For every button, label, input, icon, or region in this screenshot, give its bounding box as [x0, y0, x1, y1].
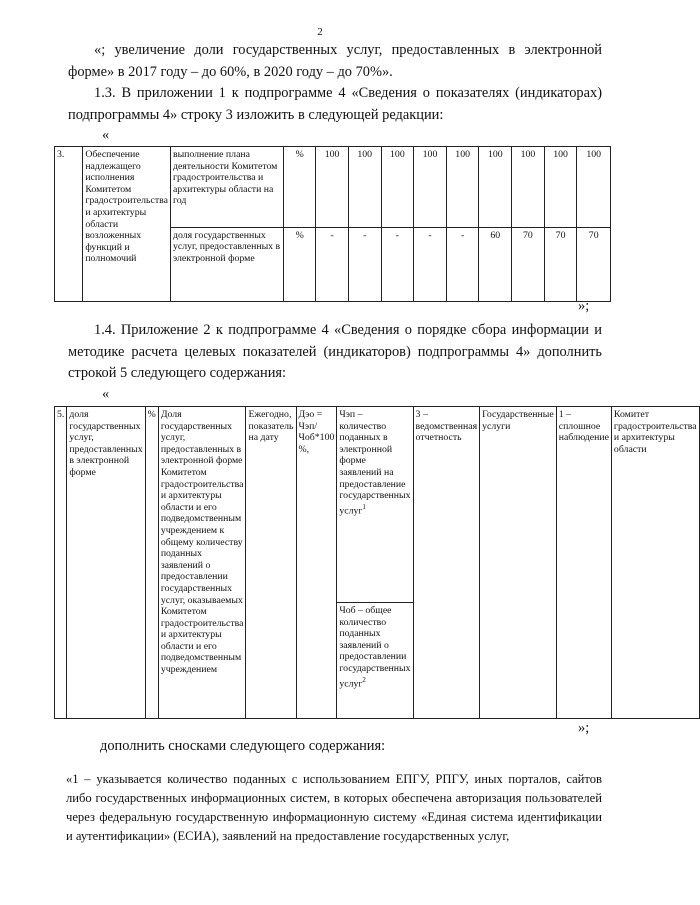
- unit-cell: %: [284, 227, 316, 301]
- value-cell: 70: [512, 227, 545, 301]
- paragraph-3: 1.4. Приложение 2 к подпрограмме 4 «Сведения о порядке сбора информации и методике расчета целевых показателей (индикаторов) подпрограммы 4» дополнить строкой 5 следующего содержания:: [68, 322, 602, 381]
- value-cell: 100: [446, 147, 479, 228]
- indicator-cell: доля государственных услуг, предоставленных в электронной форме: [170, 227, 283, 301]
- source-cell: Государственные услуги: [480, 407, 557, 719]
- value-cell: 100: [577, 147, 611, 228]
- value-cell: -: [348, 227, 381, 301]
- variable-2-cell: [337, 603, 413, 719]
- paragraph-1: «; увеличение доли государственных услуг, предоставленных в электронной форме» в 2017 году – до 60%, в 2020 году – до 70%».: [68, 42, 602, 80]
- table-row: [55, 147, 611, 228]
- value-cell: 100: [316, 147, 349, 228]
- open-quote-2: «: [102, 386, 110, 402]
- value-cell: 100: [512, 147, 545, 228]
- paragraph-4: дополнить сносками следующего содержания:: [100, 738, 386, 754]
- table-row: [55, 407, 700, 603]
- methodology-table: [54, 406, 700, 719]
- task-cell: Обеспечение надлежащего исполнения Комитетом градостроительства и архитектуры области возложенных функций и полномочий: [83, 147, 171, 302]
- row-number: 3.: [55, 147, 83, 302]
- footnote-mark-2: 2: [362, 675, 366, 684]
- responsible-cell: Комитет градостроительства и архитектуры области: [611, 407, 699, 719]
- variable-1-cell: [337, 407, 413, 603]
- variable-1-text: Чэп – количество поданных в электронной форме заявлений на предоставление государственных услуг: [339, 409, 411, 517]
- method-cell: 3 – ведомственная отчетность: [413, 407, 480, 719]
- value-cell: -: [414, 227, 447, 301]
- value-cell: 100: [381, 147, 414, 228]
- paragraph-2: 1.3. В приложении 1 к подпрограмме 4 «Сведения о показателях (индикаторах) подпрограммы 4» строку 3 изложить в следующей редакции:: [68, 85, 602, 123]
- observation-cell: 1 – сплошное наблюдение: [556, 407, 611, 719]
- value-cell: 70: [577, 227, 611, 301]
- indicator-name: доля государственных услуг, предоставленных в электронной форме: [67, 407, 145, 719]
- value-cell: -: [381, 227, 414, 301]
- value-cell: -: [446, 227, 479, 301]
- value-cell: 60: [479, 227, 512, 301]
- value-cell: 70: [544, 227, 577, 301]
- value-cell: -: [316, 227, 349, 301]
- variable-2-text: Чоб – общее количество поданных заявлений о предоставлении государственных услуг: [339, 605, 411, 689]
- indicator-cell: выполнение плана деятельности Комитетом градостроительства и архитектуры области на год: [170, 147, 283, 228]
- definition-cell: Доля государственных услуг, предоставленных в электронной форме Комитетом градостроительства и архитектуры области и его подведомственным учреждением к общему количеству поданных заявлений о предоставлении государственных услуг, оказываемых Комитетом градостроительства и архитектуры области и его подведомственным учреждением: [158, 407, 246, 719]
- value-cell: 100: [479, 147, 512, 228]
- close-quote-1: »;: [578, 298, 590, 314]
- indicators-table: [54, 146, 611, 302]
- close-quote-2: »;: [578, 720, 590, 736]
- formula-cell: Дэо = Чэп/Чоб*100 %,: [296, 407, 337, 719]
- open-quote-1: «: [102, 127, 110, 143]
- page-number: 2: [317, 26, 323, 38]
- unit-cell: %: [284, 147, 316, 228]
- paragraph-5: «1 – указывается количество поданных с использованием ЕПГУ, РПГУ, иных порталов, сайтов либо государственных информационных систем, в которых обеспечена авторизация пользователей через федеральную государственную информационную систему «Единая система идентификации и аутентификации» (ЕСИА), заявлений на предоставление государственных услуг,: [66, 772, 602, 843]
- row-number: 5.: [55, 407, 67, 719]
- periodicity-cell: Ежегодно, показатель на дату: [246, 407, 296, 719]
- footnote-mark-1: 1: [362, 502, 366, 511]
- value-cell: 100: [348, 147, 381, 228]
- value-cell: 100: [544, 147, 577, 228]
- unit-cell: %: [145, 407, 158, 719]
- value-cell: 100: [414, 147, 447, 228]
